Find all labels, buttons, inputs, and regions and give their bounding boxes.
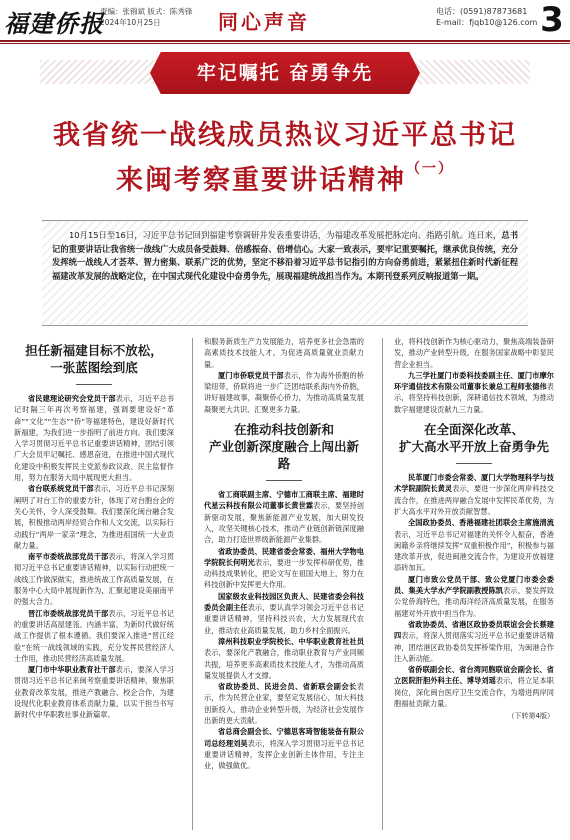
speaker-name: 省工商联副主席、宁德市工商联主席、福建时代星云科技有限公司董事长黄世霖	[204, 490, 364, 511]
paragraph	[14, 393, 174, 483]
paragraph	[204, 726, 364, 771]
paragraph	[394, 574, 554, 619]
paragraph-text: 表示，作为海外侨胞的桥梁纽带，侨联将进一步广泛团结联系海内外侨胞，讲好福建故事，凝聚侨心侨力，为推动高质量发展凝聚更大共识、汇聚更多力量。	[204, 370, 364, 414]
speaker-name: 漳州科技职业学院校长、中华职业教育社社员	[218, 636, 364, 646]
paragraph	[204, 546, 364, 591]
speaker-name: 南平市委统战部党员干部	[28, 552, 109, 562]
column-divider	[192, 338, 193, 830]
paragraph-text: 表示，将立足本职岗位，深化闽台医疗卫生交流合作，为增进两岸同胞福祉贡献力量。	[394, 676, 554, 709]
paragraph	[204, 336, 364, 370]
speaker-name: 厦门市致公党员干部、致公党厦门市委会委员、集美大学水产学院副教授陈凯	[394, 574, 554, 596]
editor-line: 责编：张锦斌 版式：陈秀锋	[100, 7, 193, 16]
paragraph	[204, 636, 364, 681]
speaker-name: 全国政协委员、香港福建社团联会主席施清流	[408, 518, 554, 528]
editor-meta	[100, 6, 192, 28]
paragraph-text: 表示，要进一步深化两岸科技交流合作，在推进两岸融合发展中发挥民革优势，为扩大高水平对外开放贡献智慧。	[394, 484, 554, 516]
speaker-name: 晋江市委统战部党员干部	[28, 608, 109, 618]
article-column-1	[14, 336, 174, 832]
subheading-line: 一张蓝图绘到底	[50, 360, 138, 375]
date-line: 2024年10月25日	[100, 18, 161, 27]
paragraph	[204, 370, 364, 415]
speaker-name: 省总商会副会长、宁德思客琦智能装备有限公司总经理刘昊	[204, 727, 364, 748]
heading-rule	[266, 480, 302, 481]
continued-note: （下转第4版）	[507, 712, 554, 721]
column-divider	[382, 338, 383, 830]
speaker-name: 省民建理论研究会党员干部	[28, 394, 116, 403]
paragraph	[394, 336, 554, 370]
contact-info	[436, 6, 537, 28]
page-number: 3	[540, 0, 564, 40]
paragraph	[204, 681, 364, 726]
paragraph-text: 业，将科技创新作为核心驱动力，聚焦高端装备研发，推动产业转型升级，在服务国家战略中彰显民营企业担当。	[394, 337, 554, 369]
paragraph-text: 表示，要认真学习领会习近平总书记重要讲话精神，坚持科技兴农，大力发展现代农业，推动农业高质量发展，助力乡村全面振兴。	[204, 603, 364, 635]
subheading	[204, 421, 364, 472]
paragraph	[14, 551, 174, 607]
speaker-name: 省台联系统党员干部	[28, 484, 94, 494]
subheading	[394, 421, 554, 455]
paragraph-text: 表示，要坚持创新驱动发展，聚焦新能源产业发展，加大研发投入，攻坚关键核心技术，推动产业链创新链深度融合，助力打造世界级新能源产业集群。	[204, 501, 364, 545]
subheading	[14, 342, 174, 376]
kicker-ribbon	[40, 52, 530, 94]
subheading-line: 担任新福建目标不放松，	[25, 343, 163, 358]
header-rule	[0, 40, 570, 42]
speaker-name: 厦门市侨联党员干部	[218, 370, 284, 380]
speaker-name: 省侨联副会长、省台湾同胞联谊会副会长、省立医院肝胆外科主任、博导刘瑶	[394, 665, 554, 686]
subheading-line: 在推动科技创新和	[233, 422, 334, 438]
paragraph-text: 表示，作为民营企业家，要坚定发展信心，加大科技创新投入，推动企业转型升级，为经济社会发展作出新的更大贡献。	[204, 682, 364, 726]
lead-normal-text: 10月15日至16日，习近平总书记回到福建考察调研并发表重要讲话，为福建改革发展把脉定向、指路引航。连日来，	[69, 230, 502, 240]
speaker-name: 省政协委员、民进会员、省新联会副会长	[218, 682, 357, 692]
article-column-2	[204, 336, 364, 832]
paragraph	[394, 370, 554, 415]
subheading-line: 扩大高水平开放上奋勇争先	[398, 439, 549, 455]
paragraph	[394, 517, 554, 573]
paragraph-text: 和服务新质生产力发展能力，培养更多社会急需的高素质技术技能人才，为促进高质量就业贡献力量。	[204, 337, 364, 369]
paragraph	[14, 664, 174, 720]
paragraph-text: 表示，要发挥致公党侨海特色，推动海洋经济高质量发展，在服务福建对外开放中担当作为。	[394, 586, 554, 618]
speaker-name: 九三学社厦门市委科技委副主任、厦门市摩尔环宇通信技术有限公司董事长兼总工程师张德伟	[394, 370, 554, 392]
section-title: 同心声音	[218, 10, 310, 34]
paragraph-text: 表示，习近平总书记对福建的关怀令人振奋，香港闽籍乡亲将继续发挥“双重积极作用”，积极参与福建改革开放，促进闽港交流合作，为建设开放福建添砖加瓦。	[394, 529, 554, 573]
paragraph	[394, 472, 554, 517]
paragraph-text: 表示，习近平总书记时隔三年再次考察福建，强调要建设好“革命”“文化”“生态”“侨”等福建特色，建设好新时代新福建，为我们进一步指明了前进方向。我们要深入学习贯彻习近平总书记重要讲话精神，团结引领广大会员牢记嘱托、感恩奋进，在推进中国式现代化建设中积极发挥民主党派参政议政、民主监督作用，努力在服务大局中展现更大担当。	[14, 394, 174, 483]
heading-rule	[76, 384, 112, 385]
paragraph-text: 表示，习近平总书记的重要讲话高屋建瓴、内涵丰富，为新时代做好统战工作提供了根本遵循。我们要深入推进“晋江经验”在统一战线领域的实践，充分发挥民营经济人士作用，推动民营经济高质量发展。	[14, 608, 174, 663]
subheading-line: 产业创新深度融合上闯出新路	[208, 439, 359, 472]
speaker-name: 省政协委员、民建省委会常委、福州大学物电学院院长何明光	[204, 546, 364, 567]
paragraph-text: 表示，将深入学习贯彻习近平总书记重要讲话精神，发挥企业创新主体作用，专注主业，做强做优。	[204, 738, 364, 771]
header-rule-thin	[0, 43, 570, 44]
subheading-line: 在全面深化改革、	[423, 422, 524, 438]
paragraph-text: 表示，要进一步发挥科研优势，推动科技成果转化，把论文写在祖国大地上，努力在科技创新中发挥更大作用。	[204, 557, 364, 590]
phone-line: 电话：(0591)87873681	[436, 7, 528, 16]
speaker-name: 省政协委员、省港区政协委员联谊会会长蔡建四	[394, 619, 554, 641]
paragraph	[394, 619, 554, 664]
paragraph-text: 表示，将深入学习贯彻习近平总书记重要讲话精神，以实际行动把统一战线工作做深做实，推进统战工作高质量发展，在服务中心大局中展现新作为，汇聚起建设美丽南平的强大合力。	[14, 552, 174, 607]
paragraph-text: 表示，习近平总书记深刻阐明了对台工作的重要方针，体现了对台胞台企的关心关怀，令人深受鼓舞。我们要深化闽台融合发展，积极推动两岸经贸合作和人文交流，以实际行动践行“两岸一家亲”理念，为推进祖国统一大业贡献力量。	[14, 484, 174, 550]
headline-part-number: （一）	[406, 161, 454, 177]
paragraph	[204, 591, 364, 636]
lead-bold-text: 总书记的重要讲话让我省统一战线广大成员备受鼓舞、倍感振奋、倍增信心。大家一致表示，要牢记重要嘱托，继承优良传统，充分发挥统一战线人才荟萃、智力密集、联系广泛的优势，坚定不移沿着习近平总书记指引的方向奋勇前进，紧紧扭住新时代新征程福建改革发展的战略定位，在中国式现代化建设中奋勇争先，展现福建统战担当作为。本期刊登系列反响报道第一期。	[52, 230, 518, 281]
page-header	[0, 0, 570, 44]
paragraph	[14, 608, 174, 664]
paragraph	[204, 489, 364, 545]
paragraph	[394, 664, 554, 709]
headline-line2	[0, 158, 570, 197]
speaker-name: 国家级农业科技园区负责人、民建省委会科技委员会副主任	[204, 591, 364, 613]
article-column-3	[394, 336, 554, 832]
headline-line1: 我省统一战线成员热议习近平总书记	[53, 120, 517, 151]
speaker-name: 厦门市中华职业教育社干部	[28, 665, 116, 675]
headline-line2-text: 来闽考察重要讲话精神	[116, 165, 406, 196]
masthead-logo: 福建侨报	[4, 9, 104, 38]
paragraph	[14, 483, 174, 551]
heading-rule	[456, 463, 492, 464]
paragraph-text: 表示，要深化产教融合，推动职业教育与产业同频共振，培养更多高素质技术技能人才，为推动高质量发展提供人才支撑。	[204, 648, 364, 680]
lead-paragraph	[42, 220, 528, 326]
paragraph-text: 表示，将坚持科技创新，深耕通信技术领域，为推动数字福建建设贡献九三力量。	[394, 382, 554, 414]
paragraph-text: 表示，将深入贯彻落实习近平总书记重要讲话精神，团结港区政协委员发挥桥梁作用，为闽港合作注入新动能。	[394, 631, 554, 663]
paragraph-text: 表示，要深入学习贯彻习近平总书记来闽考察重要讲话精神，聚焦职业教育改革发展，推进产教融合、校企合作，为建设现代化职业教育体系贡献力量，以实干担当书写新时代中华职教社事业新篇章。	[14, 665, 174, 720]
email-line: E-mail：fjqb10@126.com	[436, 18, 538, 27]
kicker-text: 牢记嘱托 奋勇争先	[196, 62, 374, 84]
speaker-name: 民革厦门市委会常委、厦门大学物理科学与技术学院副院长黄灵	[394, 473, 554, 494]
